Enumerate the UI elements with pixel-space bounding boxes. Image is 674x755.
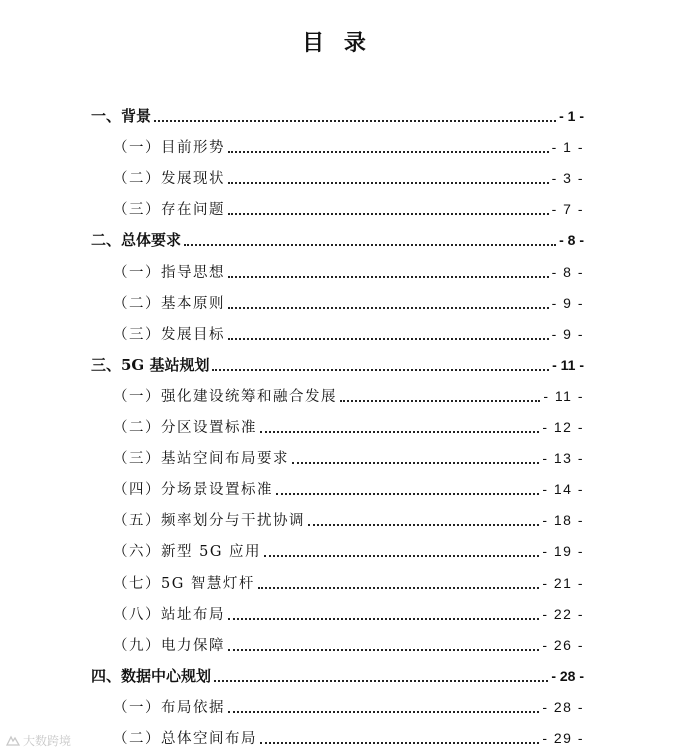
toc-section-entry[interactable] — [113, 603, 584, 625]
toc-section-entry[interactable] — [113, 509, 584, 531]
toc-section-entry[interactable] — [113, 261, 584, 283]
toc-page-number: - 26 - — [542, 636, 584, 653]
toc-entry-label: （四）分场景设置标准 — [113, 482, 273, 499]
toc-page-number: - 8 - — [559, 232, 584, 249]
toc-entry-label: （一）布局依据 — [113, 699, 225, 716]
toc-section-entry[interactable] — [113, 478, 584, 500]
toc-dot-leader — [228, 307, 549, 309]
toc-section-entry[interactable] — [113, 167, 584, 189]
toc-page-number: - 1 - — [551, 139, 584, 156]
toc-entry-label: （八）站址布局 — [113, 606, 225, 623]
toc-page-number: - 11 - — [552, 356, 584, 373]
toc-section-entry[interactable] — [113, 136, 584, 158]
toc-dot-leader — [260, 431, 539, 433]
toc-section-entry[interactable] — [113, 540, 584, 562]
toc-page-number: - 1 - — [559, 108, 584, 124]
toc-dot-leader — [258, 587, 539, 589]
toc-page-number: - 3 - — [551, 170, 584, 187]
toc-entry-label: 一、背景 — [91, 107, 152, 125]
toc-entry-label: （二）发展现状 — [113, 171, 225, 188]
toc-dot-leader — [292, 462, 539, 464]
toc-entry-label: （二）基本原则 — [113, 295, 225, 312]
toc-section-entry[interactable] — [113, 416, 584, 438]
toc-dot-leader — [340, 400, 540, 402]
toc-dot-leader — [264, 555, 539, 557]
toc-page-number: - 28 - — [551, 667, 584, 684]
toc-entry-label: （三）发展目标 — [113, 326, 225, 343]
toc-chapter-entry[interactable] — [91, 105, 584, 127]
toc-entry-label: 二、总体要求 — [91, 231, 182, 250]
toc-section-entry[interactable] — [113, 447, 584, 469]
toc-chapter-entry[interactable] — [91, 354, 584, 376]
toc-dot-leader — [154, 120, 556, 122]
toc-page-number: - 18 - — [542, 512, 584, 529]
toc-entry-label: （一）指导思想 — [113, 264, 225, 281]
toc-chapter-entry[interactable] — [91, 665, 584, 687]
toc-page-number: - 11 - — [543, 387, 584, 404]
toc-dot-leader — [212, 369, 549, 371]
toc-section-entry[interactable] — [113, 727, 584, 749]
toc-dot-leader — [228, 182, 549, 184]
toc-entry-label: （一）强化建设统筹和融合发展 — [113, 388, 337, 405]
toc-entry-label: 四、数据中心规划 — [91, 666, 212, 685]
toc-section-entry[interactable] — [113, 292, 584, 314]
toc-dot-leader — [228, 649, 539, 651]
toc-dot-leader — [228, 213, 549, 215]
toc-dot-leader — [184, 244, 556, 246]
toc-section-entry[interactable] — [113, 385, 584, 407]
toc-section-entry[interactable] — [113, 634, 584, 656]
toc-entry-label: （六）新型 5G 应用 — [113, 544, 262, 561]
toc-dot-leader — [260, 742, 539, 744]
toc-section-entry[interactable] — [113, 323, 584, 345]
toc-page-number: - 7 - — [551, 201, 584, 218]
toc-dot-leader — [228, 338, 549, 340]
toc-dot-leader — [228, 711, 539, 713]
toc-page-number: - 9 - — [551, 325, 584, 342]
toc-page-number: - 19 - — [542, 543, 584, 560]
brand-logo-icon — [6, 735, 20, 747]
toc-entry-label: （三）基站空间布局要求 — [113, 451, 289, 468]
watermark-text: 大数跨境 — [23, 734, 72, 748]
toc-entry-label: （一）目前形势 — [113, 140, 225, 157]
toc-page-number: - 22 - — [542, 605, 584, 622]
toc-chapter-entry[interactable] — [91, 229, 584, 251]
toc-page-number: - 12 - — [542, 419, 584, 435]
toc-dot-leader — [228, 618, 539, 620]
toc-page-number: - 21 - — [542, 574, 584, 591]
toc-page-number: - 8 - — [551, 263, 584, 280]
toc-entry-label: （三）存在问题 — [113, 202, 225, 219]
toc-page-number: - 14 - — [542, 481, 584, 498]
toc-dot-leader — [228, 276, 549, 278]
page-title: 目 录 — [302, 30, 372, 56]
toc-entry-label: （二）分区设置标准 — [113, 420, 257, 436]
toc-dot-leader — [308, 524, 539, 526]
toc-section-entry[interactable] — [113, 572, 584, 594]
toc-page-number: - 9 - — [551, 294, 584, 311]
toc-entry-label: 三、5G 基站规划 — [91, 355, 210, 374]
toc-page-number: - 13 - — [542, 450, 584, 467]
toc-dot-leader — [228, 151, 549, 153]
toc-page-number: - 28 - — [542, 698, 584, 715]
toc-dot-leader — [214, 680, 548, 682]
toc-entry-label: （二）总体空间布局 — [113, 731, 257, 747]
toc-dot-leader — [276, 493, 539, 495]
toc-entry-label: （九）电力保障 — [113, 637, 225, 654]
watermark — [6, 732, 71, 749]
toc-entry-label: （五）频率划分与干扰协调 — [113, 513, 305, 530]
toc-section-entry[interactable] — [113, 198, 584, 220]
toc-entry-label: （七）5G 智慧灯杆 — [113, 575, 255, 592]
toc-section-entry[interactable] — [113, 696, 584, 718]
toc-page-number: - 29 - — [542, 730, 584, 746]
